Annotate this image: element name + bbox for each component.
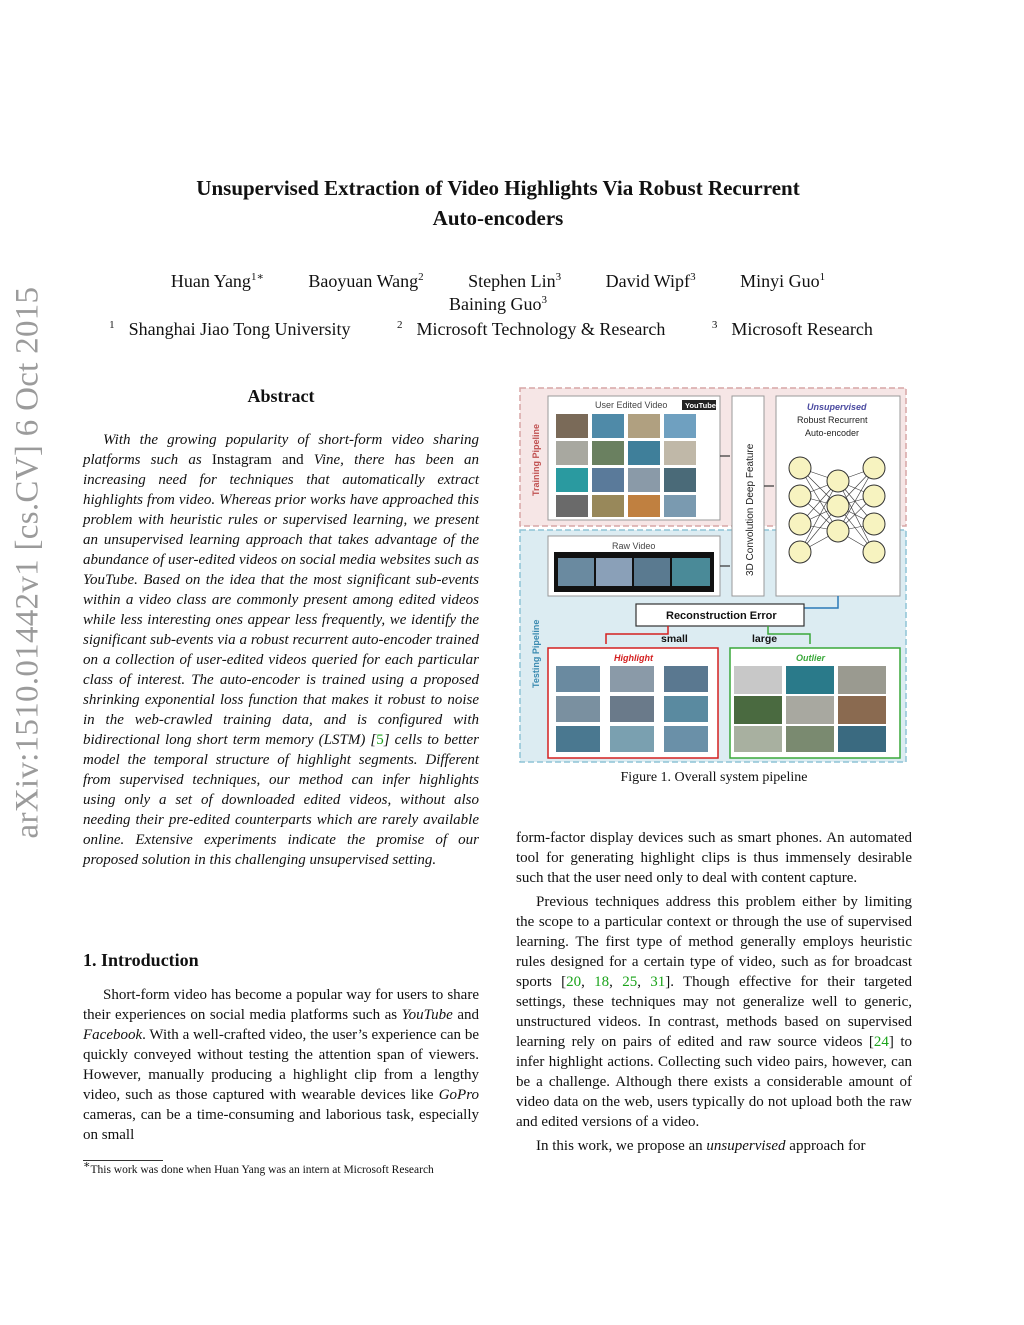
outlier-thumbnails	[734, 666, 886, 752]
paragraph: form-factor display devices such as smart phones. An automated tool for generating highlight clips is thus immensely desirable such that the user need only to deal with content capture.	[516, 830, 912, 886]
author-list	[100, 270, 896, 316]
affiliation: $^1$ Shanghai Jiao Tong University	[109, 319, 351, 339]
user-edited-video-label: User Edited Video	[595, 400, 668, 410]
author: Stephen Lin$^3$	[468, 271, 562, 291]
introduction-body: Short-form video has become a popular way for users to share their experiences on social media platforms such as YouTube and Facebook. With a well-crafted video, the user’s experience can be quickly conveyed without testing the attention span of viewers. However, manually producing a highlight clip from a lengthy video, such as those captured with wearable devices like GoPro cameras, can be a time-consuming and laborious task, especially on small	[83, 987, 479, 1143]
citation-link[interactable]: 24	[873, 1034, 889, 1050]
ae-title-2: Robust Recurrent	[797, 415, 868, 425]
highlight-label: Highlight	[614, 653, 653, 663]
arxiv-stamp: arXiv:1510.01442v1 [cs.CV] 6 Oct 2015	[9, 286, 46, 839]
author: Baining Guo$^3$	[449, 294, 547, 314]
footnote: ∗This work was done when Huan Yang was an intern at Microsoft Research	[83, 1159, 434, 1176]
abstract-body: With the growing popularity of short-form video sharing platforms such as Instagram and Vine, there has been an increasing need for techniques that automatically extract highlights from video. Whereas prior works have approached this problem with heuristic rules or supervised learning, we present an unsupervised learning approach that takes advantage of the abundance of user-edited videos on social media websites such as YouTube. Based on the idea that the most significant sub-events within a video class are commonly present among edited videos while less interesting ones appear less frequently, we identify the significant sub-events via a robust recurrent auto-encoder trained on a collection of user-edited videos queried for each particular class of interest. The auto-encoder is trained using a proposed shrinking exponential loss function that makes it robust to noise in the web-crawled training data, and is configured with bidirectional long short term memory (LSTM) [5] cells to better model the temporal structure of highlight segments. Different from supervised techniques, our method can infer highlights using only a set of downloaded edited videos, without also needing their pre-edited counterparts which are rarely available online. Extensive experiments indicate the promise of our proposed solution in this challenging unsupervised setting.	[83, 432, 479, 868]
large-label: large	[752, 633, 778, 645]
affiliations	[90, 317, 906, 341]
highlight-thumbnails	[556, 666, 708, 752]
citation-link[interactable]: 31	[650, 974, 666, 990]
ae-title-1: Unsupervised	[807, 402, 867, 412]
section-heading-introduction: 1. Introduction	[83, 950, 199, 970]
author: Minyi Guo$^1$	[740, 271, 826, 291]
conv-feature-label: 3D Convolution Deep Feature	[745, 443, 756, 576]
figure-caption: Figure 1. Overall system pipeline	[620, 770, 808, 785]
small-label: small	[661, 633, 688, 645]
youtube-logo: YouTube	[685, 401, 716, 410]
affiliation: $^3$ Microsoft Research	[711, 319, 873, 339]
training-pipeline-label: Training Pipeline	[531, 423, 541, 496]
testing-pipeline-label: Testing Pipeline	[531, 619, 541, 688]
citation-link[interactable]: 5	[376, 732, 384, 748]
outlier-label: Outlier	[796, 653, 826, 663]
affiliation: $^2$ Microsoft Technology & Research	[397, 319, 666, 339]
citation-link[interactable]: 25	[622, 974, 638, 990]
raw-video-filmstrip	[554, 552, 714, 592]
abstract-heading: Abstract	[247, 386, 315, 406]
title-line-1: Unsupervised Extraction of Video Highlights Via Robust Recurrent	[196, 176, 800, 200]
citation-link[interactable]: 20	[566, 974, 582, 990]
paragraph: Previous techniques address this problem either by limiting the scope to a particular context or through the use of supervised learning. The first type of method generally employs heuristic rules designed for a certain type of video, such as for broadcast sports [20, 18, 25, 31]. Though effective for their targeted settings, these techniques may not generalize well to generic, unstructured videos. In contrast, methods based on supervised learning rely on pairs of edited and raw source videos [24] to infer highlight actions. Collecting such video pairs, however, can be a challenge. Although there exists a considerable amount of video data on the web, users typically do not upload both the raw and edited versions of a video.	[516, 894, 913, 1130]
footnote-rule	[83, 1160, 163, 1161]
title-line-2: Auto-encoders	[432, 206, 564, 230]
right-column-body	[516, 828, 912, 1160]
author: Baoyuan Wang$^2$	[308, 271, 424, 291]
paper-title	[110, 173, 886, 233]
reconstruction-error-label: Reconstruction Error	[666, 610, 777, 622]
author: David Wipf$^3$	[605, 271, 696, 291]
paragraph: In this work, we propose an unsupervised approach for	[536, 1138, 866, 1154]
figure-pipeline	[518, 386, 908, 764]
author: Huan Yang$^{1∗}$	[170, 271, 264, 291]
citation-link[interactable]: 18	[594, 974, 610, 990]
ae-title-3: Auto-encoder	[805, 428, 860, 438]
raw-video-label: Raw Video	[612, 541, 656, 551]
